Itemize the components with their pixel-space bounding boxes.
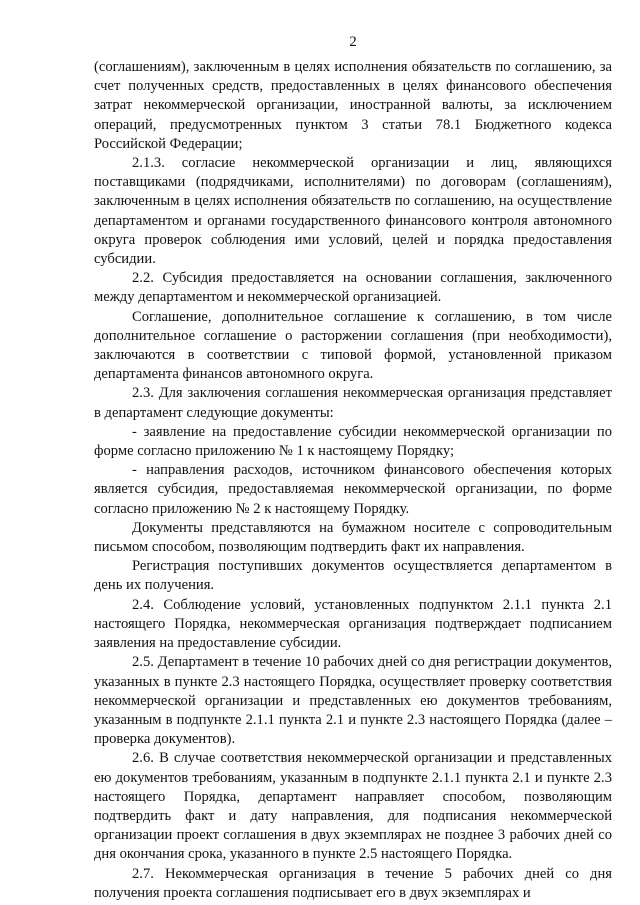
document-page — [94, 32, 612, 903]
paragraph-2: 2.1.3. согласие некоммерческой организации и лиц, являющихся поставщиками (подрядчиками, исполнителями) по договорам (соглашениям), заключенным в целях исполнения обязательств по соглашению, на осуществление департаментом и органами государственного финансового контроля автономного округа проверок соблюдения ими условий, целей и порядка предоставления субсидии. — [94, 155, 612, 268]
page-number: 2 — [349, 34, 357, 50]
paragraph-3: 2.2. Субсидия предоставляется на основании соглашения, заключенного между департаментом и некоммерческой организацией. — [94, 270, 612, 306]
paragraph-6: - заявление на предоставление субсидии некоммерческой организации по форме согласно приложению № 1 к настоящему Порядку; — [94, 423, 612, 460]
paragraph-4: Соглашение, дополнительное соглашение к соглашению, в том числе дополнительное соглашение о расторжении соглашения (при необходимости), заключаются в соответствии с типовой формой, установленной приказом департамента финансов автономного округа. — [94, 308, 612, 383]
paragraph-1: (соглашениям), заключенным в целях исполнения обязательств по соглашению, за счет полученных средств, предоставленных в целях финансового обеспечения затрат некоммерческой организации, иностранной валюты, за исключением операций, предусмотренных пунктом 3 статьи 78.1 Бюджетного кодекса Российской Федерации; — [94, 59, 612, 152]
paragraph-8: Документы представляются на бумажном носителе с сопроводительным письмом способом, позволяющим подтвердить факт их направления. — [94, 519, 612, 556]
paragraph-9: Регистрация поступивших документов осуществляется департаментом в день их получения. — [94, 558, 612, 594]
document-body — [94, 58, 612, 903]
paragraph-5: 2.3. Для заключения соглашения некоммерческая организация представляет в департамент следующие документы: — [94, 385, 612, 421]
paragraph-11: 2.5. Департамент в течение 10 рабочих дней со дня регистрации документов, указанных в пункте 2.3 настоящего Порядка, осуществляет проверку соответствия некоммерческой организации и представленных ею документов требованиям, указанным в подпункте 2.1.1 пункта 2.1 и пункте 2.3 настоящего Порядка (далее – проверка документов). — [94, 654, 612, 748]
paragraph-10: 2.4. Соблюдение условий, установленных подпунктом 2.1.1 пункта 2.1 настоящего Порядка, некоммерческая организация подтверждает подписанием заявления на предоставление субсидии. — [94, 596, 612, 652]
paragraph-7: - направления расходов, источником финансового обеспечения которых является субсидия, предоставляемая некоммерческой организации, по форме согласно приложению № 2 к настоящему Порядку. — [94, 462, 612, 517]
paragraph-12: 2.6. В случае соответствия некоммерческой организации и представленных ею документов требованиям, указанным в подпункте 2.1.1 пункта 2.1 и пункте 2.3 настоящего Порядка, департамент направляет способом, позволяющим подтвердить факт и дату направления, для подписания некоммерческой организации проект соглашения в двух экземплярах не позднее 3 рабочих дней со дня окончания срока, указанного в пункте 2.5 настоящего Порядка. — [94, 750, 612, 863]
paragraph-13: 2.7. Некоммерческая организация в течение 5 рабочих дней со дня получения проекта соглашения подписывает его в двух экземплярах и — [94, 865, 612, 901]
